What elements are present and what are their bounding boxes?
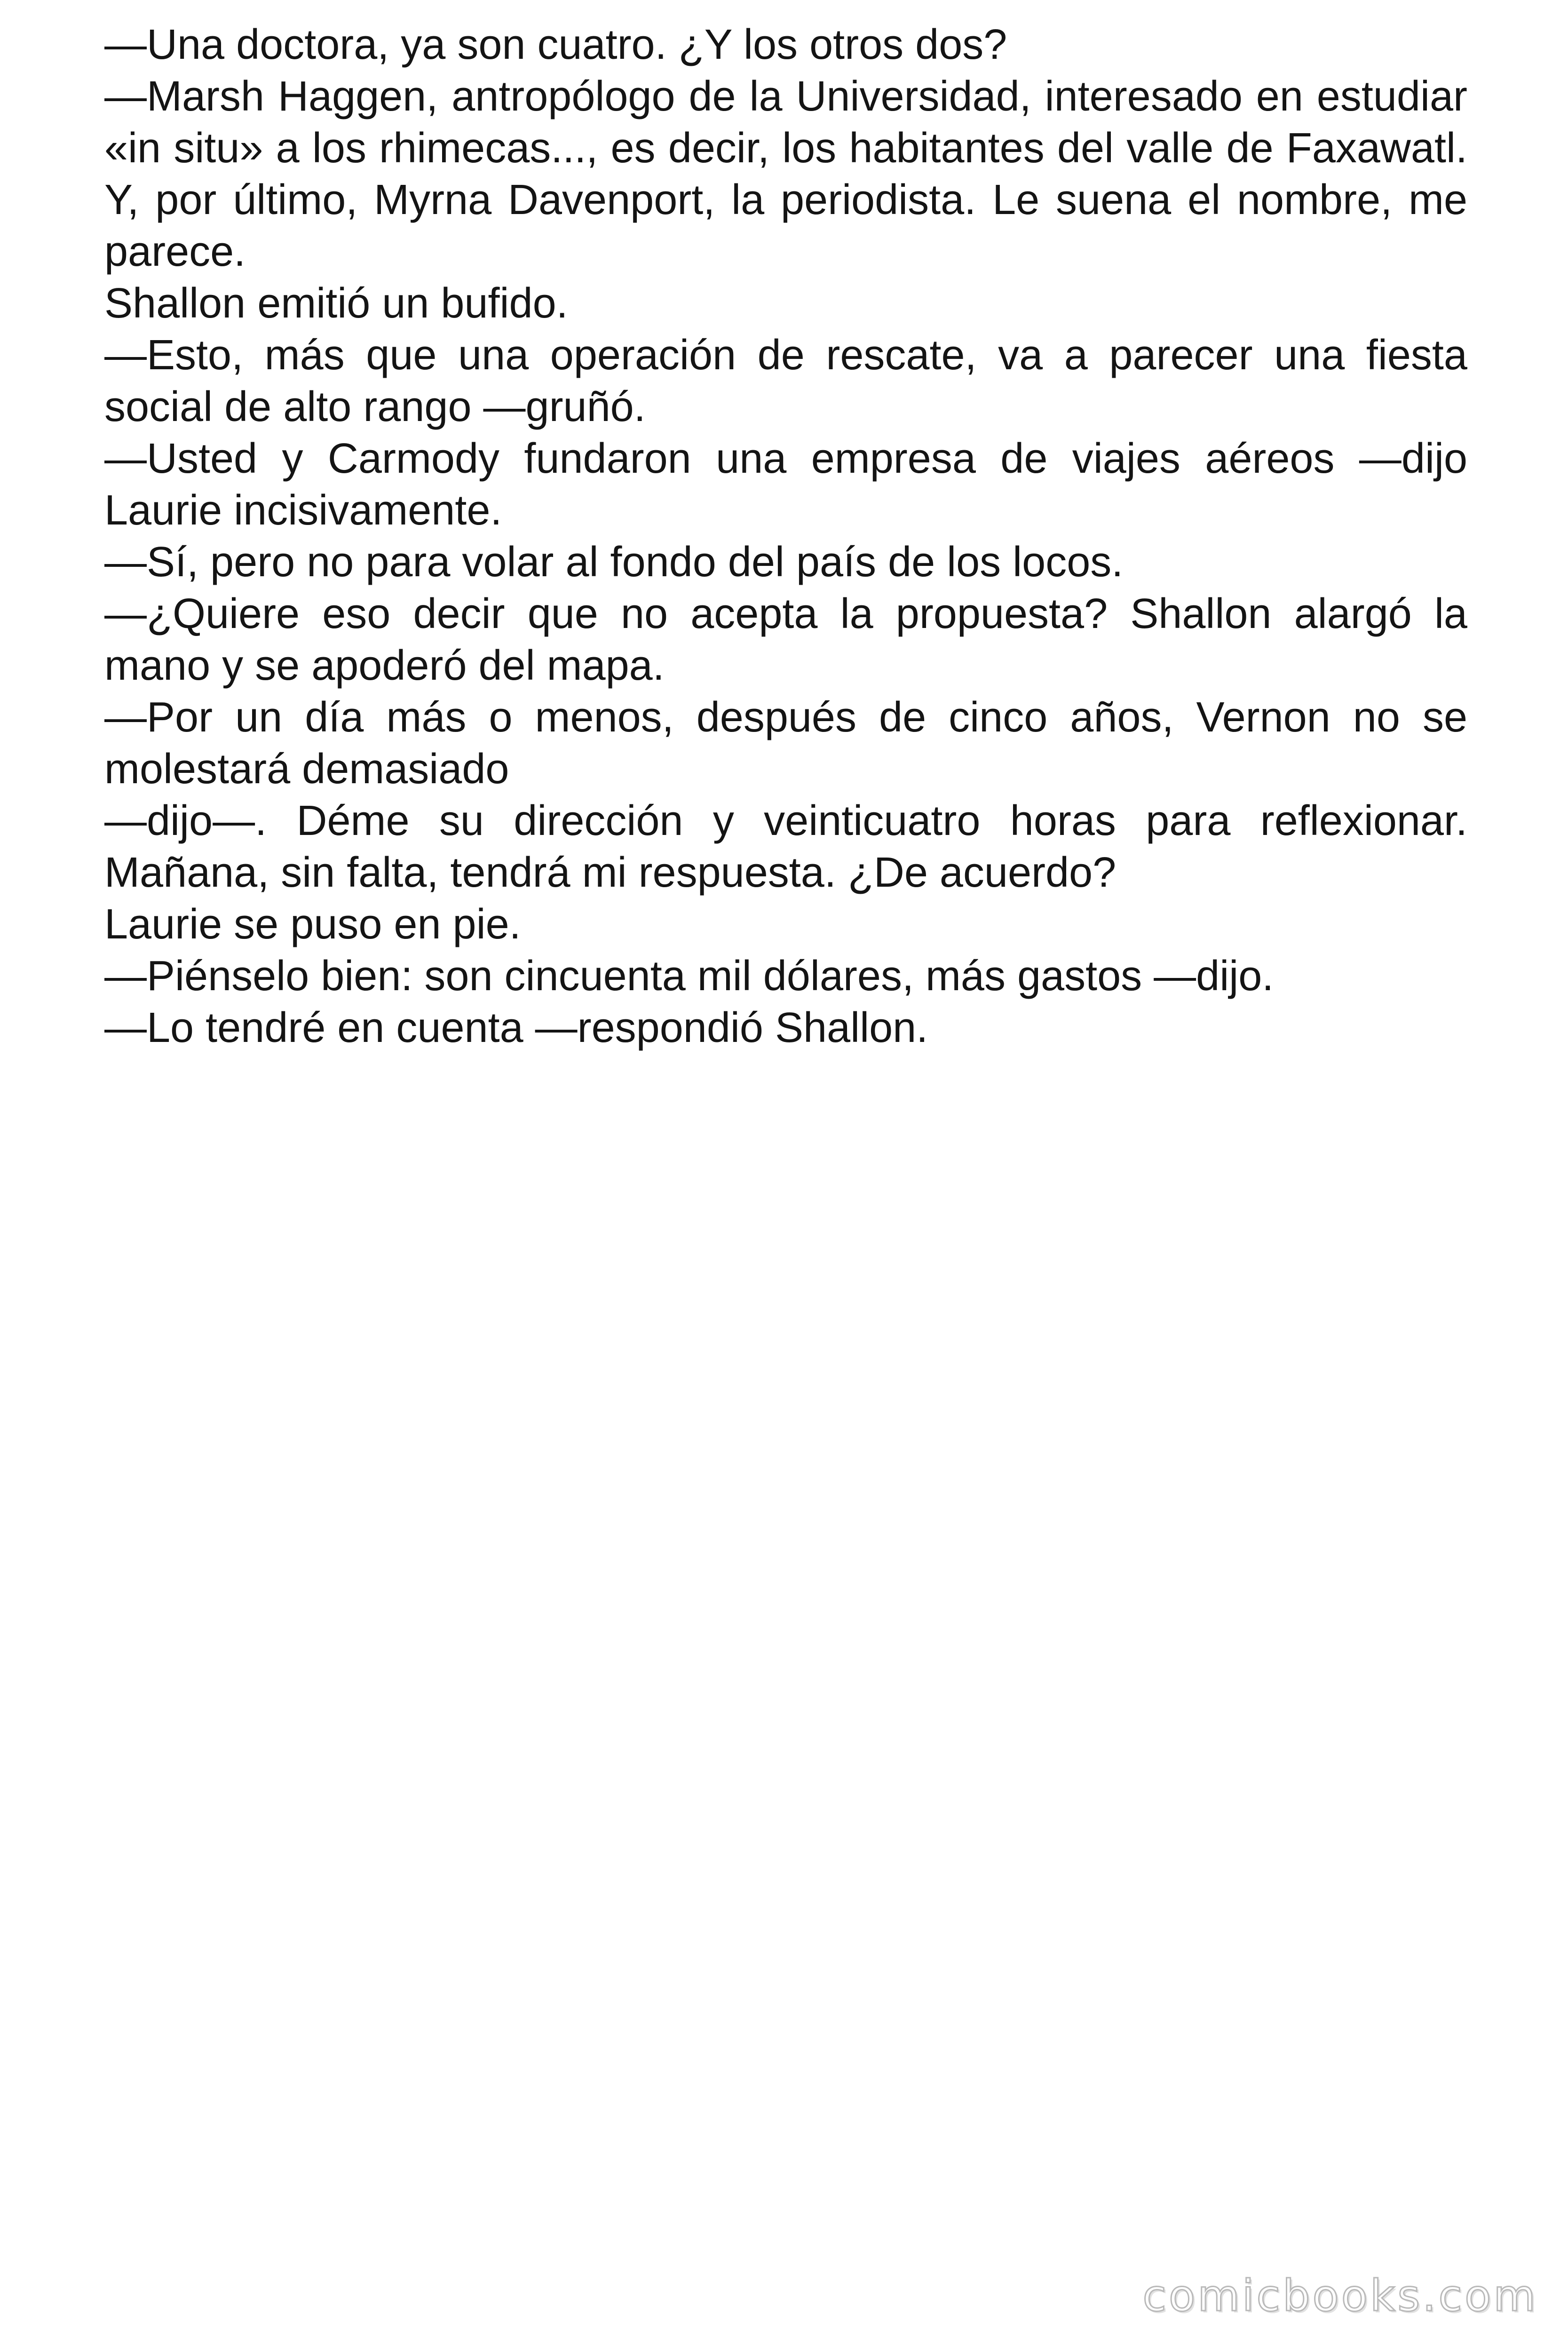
- paragraph-7: —¿Quiere eso decir que no acepta la propuesta? Shallon alargó la mano y se apoderó del mapa.: [104, 590, 1467, 689]
- paragraph-5: —Usted y Carmody fundaron una empresa de viajes aéreos —dijo Laurie incisivamente.: [104, 435, 1467, 534]
- paragraph-4: —Esto, más que una operación de rescate, va a parecer una fiesta social de alto rango —gruñó.: [104, 332, 1467, 430]
- paragraph-8: —Por un día más o menos, después de cinco años, Vernon no se molestará demasiado: [104, 694, 1467, 793]
- paragraph-1: —Una doctora, ya son cuatro. ¿Y los otros dos?: [104, 21, 1007, 68]
- paragraph-2: —Marsh Haggen, antropólogo de la Universidad, interesado en estudiar «in situ» a los rhimecas..., es decir, los habitantes del valle de Faxawatl. Y, por último, Myrna Davenport, la periodista. Le suena el nombre, me parece.: [104, 73, 1467, 275]
- paragraph-11: —Piénselo bien: son cincuenta mil dólares, más gastos —dijo.: [104, 953, 1274, 1000]
- document-page: [104, 19, 1467, 1054]
- paragraph-6: —Sí, pero no para volar al fondo del país de los locos.: [104, 539, 1124, 586]
- paragraph-3: Shallon emitió un bufido.: [104, 280, 568, 327]
- watermark: comicbooks.com: [1142, 2271, 1538, 2321]
- paragraph-9: —dijo—. Déme su dirección y veinticuatro horas para reflexionar. Mañana, sin falta, tendrá mi respuesta. ¿De acuerdo?: [104, 797, 1467, 896]
- paragraph-10: Laurie se puso en pie.: [104, 901, 521, 948]
- paragraph-12: —Lo tendré en cuenta —respondió Shallon.: [104, 1004, 928, 1051]
